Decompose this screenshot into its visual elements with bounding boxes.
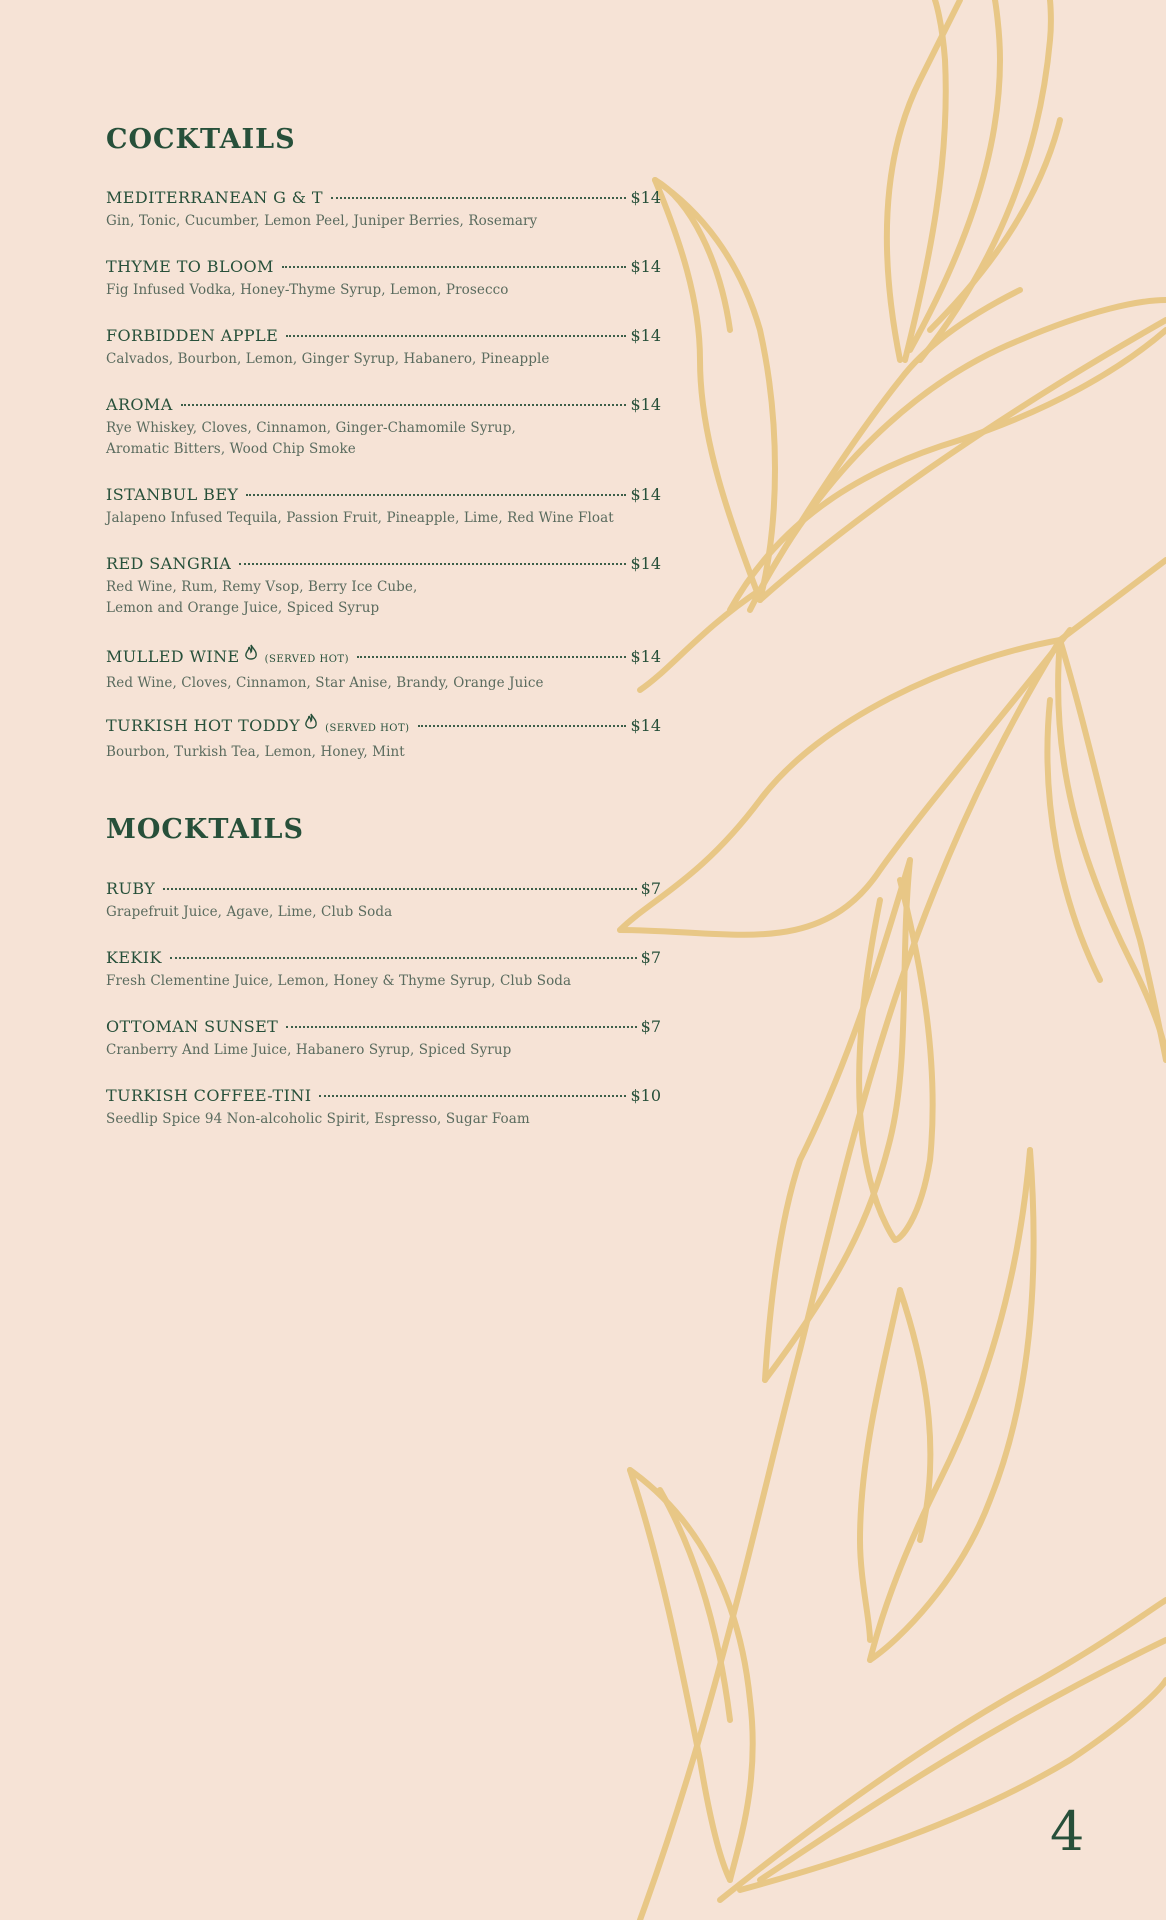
menu-item [106, 485, 661, 529]
menu-item [106, 554, 661, 619]
item-name: RUBY [106, 879, 156, 898]
item-price: $14 [630, 647, 661, 666]
section-title-cocktails: COCKTAILS [106, 124, 296, 155]
item-name: OTTOMAN SUNSET [106, 1017, 279, 1036]
menu-item [106, 1086, 661, 1130]
item-description: Gin, Tonic, Cucumber, Lemon Peel, Juniper Berries, Rosemary [106, 213, 538, 229]
item-price: $14 [630, 188, 661, 207]
item-description-line: Lemon and Orange Juice, Spiced Syrup [106, 600, 380, 616]
served-hot-note: (SERVED HOT) [264, 654, 349, 665]
item-description: Red Wine, Cloves, Cinnamon, Star Anise, Brandy, Orange Juice [106, 675, 544, 691]
item-price: $14 [630, 326, 661, 345]
dot-leader [286, 332, 626, 337]
item-description: Calvados, Bourbon, Lemon, Ginger Syrup, Habanero, Pineapple [106, 351, 550, 367]
item-description: Grapefruit Juice, Agave, Lime, Club Soda [106, 904, 393, 920]
menu-item [106, 326, 661, 370]
dot-leader [418, 722, 627, 727]
item-description: Fig Infused Vodka, Honey-Thyme Syrup, Lemon, Prosecco [106, 282, 509, 298]
item-description: Jalapeno Infused Tequila, Passion Fruit, Pineapple, Lime, Red Wine Float [106, 510, 614, 526]
item-name: RED SANGRIA [106, 554, 232, 573]
menu-item [106, 713, 661, 763]
item-price: $7 [640, 879, 661, 898]
dot-leader [170, 954, 637, 959]
flame-icon [243, 644, 259, 662]
page-number: 4 [1050, 1800, 1085, 1863]
item-name: TURKISH COFFEE-TINI [106, 1086, 312, 1105]
item-description: Bourbon, Turkish Tea, Lemon, Honey, Mint [106, 744, 405, 760]
dot-leader [286, 1023, 636, 1028]
menu-item [106, 395, 661, 460]
item-name: MEDITERRANEAN G & T [106, 188, 323, 207]
item-description: Seedlip Spice 94 Non-alcoholic Spirit, Espresso, Sugar Foam [106, 1111, 530, 1127]
item-description: Fresh Clementine Juice, Lemon, Honey & Thyme Syrup, Club Soda [106, 973, 572, 989]
item-name: KEKIK [106, 948, 162, 967]
item-price: $14 [630, 716, 661, 735]
dot-leader [331, 194, 626, 199]
menu-item [106, 948, 661, 992]
item-name: FORBIDDEN APPLE [106, 326, 279, 345]
item-name: THYME TO BLOOM [106, 257, 274, 276]
item-description-line: Red Wine, Rum, Remy Vsop, Berry Ice Cube, [106, 579, 418, 595]
served-hot-note: (SERVED HOT) [325, 723, 410, 734]
dot-leader [357, 653, 626, 658]
menu-item [106, 1017, 661, 1061]
item-description-line: Aromatic Bitters, Wood Chip Smoke [106, 441, 356, 457]
item-name: AROMA [106, 395, 173, 414]
dot-leader [282, 263, 627, 268]
item-description [106, 577, 661, 619]
item-price: $14 [630, 395, 661, 414]
dot-leader [319, 1092, 626, 1097]
menu-item [106, 879, 661, 923]
item-description: Cranberry And Lime Juice, Habanero Syrup, Spiced Syrup [106, 1042, 512, 1058]
item-price: $14 [630, 554, 661, 573]
menu-item [106, 257, 661, 301]
item-price: $10 [630, 1086, 661, 1105]
item-price: $7 [640, 1017, 661, 1036]
flame-icon [303, 713, 319, 731]
item-name: ISTANBUL BEY [106, 485, 239, 504]
item-name: MULLED WINE [106, 647, 240, 666]
menu-item [106, 644, 661, 694]
item-price: $14 [630, 485, 661, 504]
item-price: $14 [630, 257, 661, 276]
dot-leader [181, 401, 627, 406]
dot-leader [163, 885, 636, 890]
menu-item [106, 188, 661, 232]
item-name: TURKISH HOT TODDY [106, 716, 301, 735]
item-description [106, 418, 661, 460]
item-price: $7 [640, 948, 661, 967]
section-title-mocktails: MOCKTAILS [106, 814, 305, 845]
dot-leader [246, 491, 626, 496]
dot-leader [239, 560, 626, 565]
item-description-line: Rye Whiskey, Cloves, Cinnamon, Ginger-Chamomile Syrup, [106, 420, 516, 436]
